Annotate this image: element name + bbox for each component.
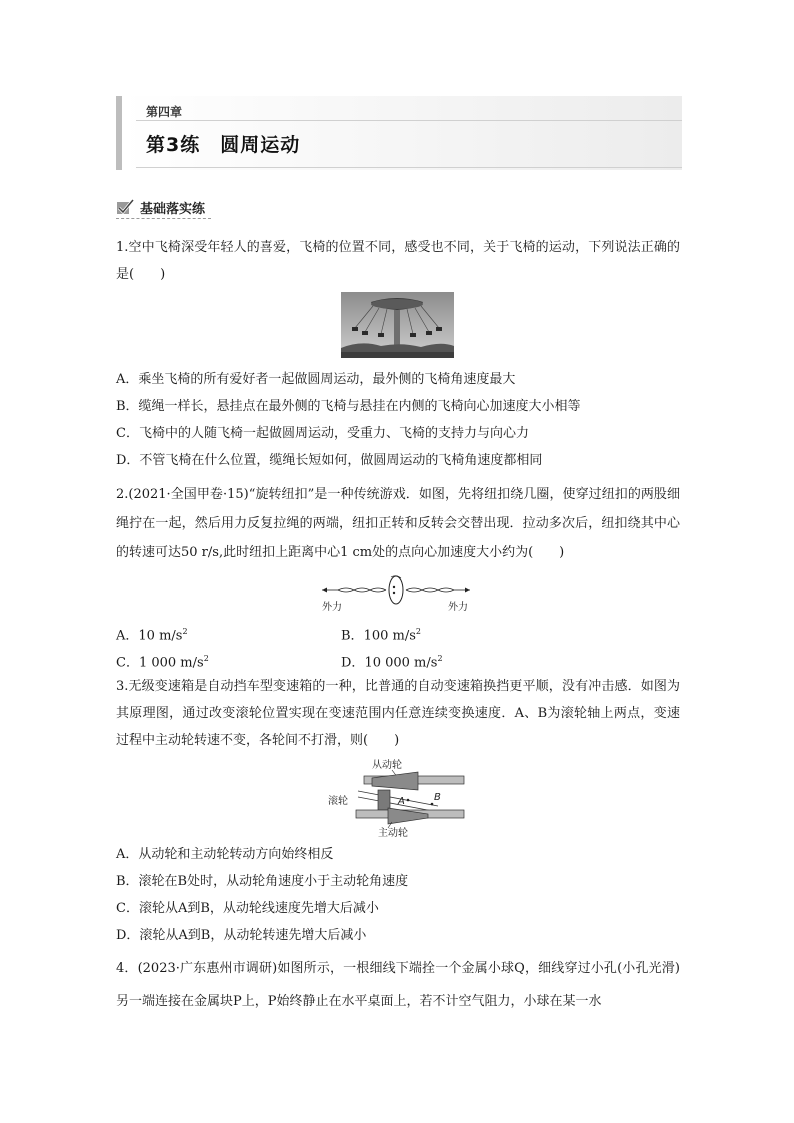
spinning-button-figure [318, 572, 478, 616]
checkbox-icon [116, 199, 134, 215]
button-disc [389, 576, 403, 604]
question-2-option-b: B．100 $m/s^2$ [341, 627, 421, 644]
point-b-label: B [434, 792, 441, 803]
driven-cone [372, 772, 418, 790]
cvt-diagram [328, 756, 470, 840]
question-1-stem: 1.空中飞椅深受年轻人的喜爱，飞椅的位置不同，感受也不同，关于飞椅的运动，下列说法正确的是( ) [116, 240, 680, 282]
point-a-label: A [398, 796, 405, 807]
section-label: 基础落实练 [140, 201, 206, 217]
question-3-stem: 3.无级变速箱是自动挡车型变速箱的一种，比普通的自动变速箱换挡更平顺，没有冲击感．如图为其原理图，通过改变滚轮位置实现在变速范围内任意连续变换速度．A、B为滚轮轴上两点，变速过程中主动轮转速不变，各轮间不打滑，则( ) [116, 679, 680, 748]
question-3-option-a: A．从动轮和主动轮转动方向始终相反 [116, 847, 334, 862]
question-1-option-a: A．乘坐飞椅的所有爱好者一起做圆周运动，最外侧的飞椅角速度最大 [116, 372, 516, 387]
driven-wheel-label: 从动轮 [372, 760, 402, 771]
page-title: 第3练 圆周运动 [146, 134, 301, 156]
driver-wheel-label: 主动轮 [378, 828, 408, 839]
header-divider-top [136, 120, 682, 121]
question-3-option-d: D．滚轮从A到B，从动轮转速先增大后减小 [116, 928, 367, 943]
header-divider-bottom [136, 167, 682, 168]
right-arrowhead-icon [465, 588, 470, 593]
roller-wheel [378, 790, 390, 810]
question-3-option-b: B．滚轮在B处时，从动轮角速度小于主动轮角速度 [116, 874, 409, 889]
question-1-option-d: D．不管飞椅在什么位置，缆绳长短如何，做圆周运动的飞椅角速度都相同 [116, 453, 543, 468]
question-2-option-a: A．10 $m/s^2$ [116, 627, 188, 644]
question-3-option-c: C．滚轮从A到B，从动轮线速度先增大后减小 [116, 901, 379, 916]
question-1-option-c: C．飞椅中的人随飞椅一起做圆周运动，受重力、飞椅的支持力与向心力 [116, 426, 529, 441]
question-2-option-d: D．10 000 $m/s^2$ [341, 654, 443, 671]
roller-label: 滚轮 [328, 796, 348, 807]
right-force-label: 外力 [448, 602, 468, 613]
swing-ride-photo [341, 292, 454, 358]
question-4-stem: 4．(2023·广东惠州市调研)如图所示，一根细线下端拴一个金属小球Q，细线穿过小孔(小孔光滑)另一端连接在金属块P上，P始终静止在水平桌面上，若不计空气阻力，小球在某一水 [116, 961, 680, 1009]
section-tag [116, 196, 211, 219]
chapter-label: 第四章 [146, 105, 183, 119]
left-force-label: 外力 [322, 602, 342, 613]
question-1-option-b: B．缆绳一样长，悬挂点在最外侧的飞椅与悬挂在内侧的飞椅向心加速度大小相等 [116, 399, 581, 414]
question-2-stem: 2.(2021·全国甲卷·15)“旋转纽扣”是一种传统游戏．如图，先将纽扣绕几圈，使穿过纽扣的两股细绳拧在一起，然后用力反复拉绳的两端，纽扣正转和反转会交替出现．拉动多次后，纽扣绕其中心的转速可达50 r/s,此时纽扣上距离中心1 cm处的点向心加速度大小约为( ) [116, 487, 680, 560]
left-arrowhead-icon [322, 588, 327, 593]
question-2-option-c: C．1 000 $m/s^2$ [116, 654, 209, 671]
